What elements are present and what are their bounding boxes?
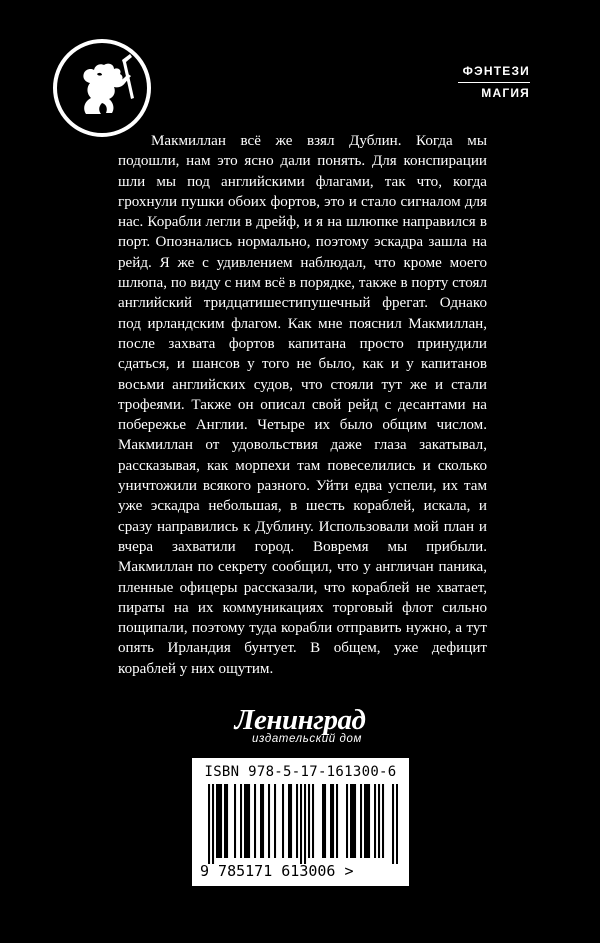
barcode-bar	[396, 784, 398, 864]
barcode-bar	[324, 784, 326, 858]
barcode-bar	[220, 784, 222, 858]
barcode-bar	[392, 784, 394, 864]
barcode-bar	[350, 784, 352, 858]
barcode-bar	[218, 784, 220, 858]
barcode-bar	[336, 784, 338, 858]
barcode-bar	[246, 784, 248, 858]
barcode-bar	[234, 784, 236, 858]
barcode-bar	[274, 784, 276, 858]
barcode-bar	[366, 784, 368, 858]
barcode-bar	[260, 784, 262, 858]
publisher-name: Ленинград	[234, 704, 366, 736]
barcode-bar	[360, 784, 362, 858]
barcode-bar	[352, 784, 354, 858]
barcode-bar	[304, 784, 306, 864]
barcode-bar	[300, 784, 302, 864]
barcode-digits: 9 785171 613006 >	[200, 862, 354, 880]
barcode-bar	[224, 784, 226, 858]
barcode-bar	[268, 784, 270, 858]
barcode-bar	[346, 784, 348, 858]
barcode-bar	[226, 784, 228, 858]
barcode-panel	[191, 757, 410, 887]
barcode-bar	[322, 784, 324, 858]
barcode-bar	[248, 784, 250, 858]
lion-rampant-icon	[52, 38, 152, 138]
barcode-bar	[354, 784, 356, 858]
barcode-bar	[244, 784, 246, 858]
barcode-bar	[382, 784, 384, 858]
publisher-subtitle: издательский дом	[252, 733, 362, 745]
barcode-bar	[282, 784, 284, 858]
barcode-bar	[262, 784, 264, 858]
barcode-bar	[378, 784, 380, 858]
isbn-number: ISBN 978-5-17-161300-6	[204, 764, 397, 780]
barcode-icon	[208, 784, 398, 864]
blurb-text: Макмиллан всё же взял Дублин. Когда мы подошли, нам это ясно дали понять. Для конспирации шли мы под английскими флагами, так что, когда грохнули пушки обоих фортов, это и стало сигналом для нас. Корабли легли в дрейф, и я на шлюпке направился в порт. Опознались нормально, поэтому эскадра зашла на рейд. Я же с удивлением наблюдал, что кроме моего шлюпа, по виду с ним всё в порядке, также в порту стоял английский тридцатишестипушечный фрегат. Однако под ирландским флагом. Как мне пояснил Макмиллан, после захвата фортов капитана просто принудили сдаться, и шансов у того не было, как и у капитанов восьми английских судов, что стояли тут же и стали трофеями. Также он описал свой рейд с десантами на побережье Англии. Четыре их было общим числом. Макмиллан от удовольствия даже глаза закатывал, рассказывая, как морпехи там повеселились и сколько уничтожили всякого разного. Уйти едва успели, их там уже эскадра небольшая, в шесть кораблей, искала, и сразу направились к Дублину. Использовали мой план и вчера захватили город. Вовремя мы прибыли. Макмиллан по секрету сообщил, что у англичан паника, пленные офицеры рассказали, что кораблей не хватает, пираты на их коммуникациях торговый флот сильно пощипали, поэтому туда корабли отправить нужно, а тут опять Ирландия бунтует. В общем, уже дефицит кораблей у них ощутим.	[118, 133, 487, 677]
barcode-bar	[212, 784, 214, 864]
barcode-bar	[288, 784, 290, 858]
genre-fantasy: ФЭНТЕЗИ	[458, 64, 530, 83]
barcode-bar	[374, 784, 376, 858]
barcode-bar	[216, 784, 218, 858]
barcode-bar	[368, 784, 370, 858]
barcode-bar	[364, 784, 366, 858]
barcode-bar	[240, 784, 242, 858]
barcode-bar	[254, 784, 256, 858]
barcode-bar	[332, 784, 334, 858]
barcode-bar	[296, 784, 298, 858]
publisher-logo	[0, 706, 600, 745]
barcode-bar	[312, 784, 314, 858]
barcode-bar	[208, 784, 210, 864]
barcode-bar	[308, 784, 310, 858]
genre-magic: МАГИЯ	[481, 86, 530, 100]
barcode-bar	[330, 784, 332, 858]
barcode-bar	[290, 784, 292, 858]
genre-labels	[458, 64, 530, 100]
